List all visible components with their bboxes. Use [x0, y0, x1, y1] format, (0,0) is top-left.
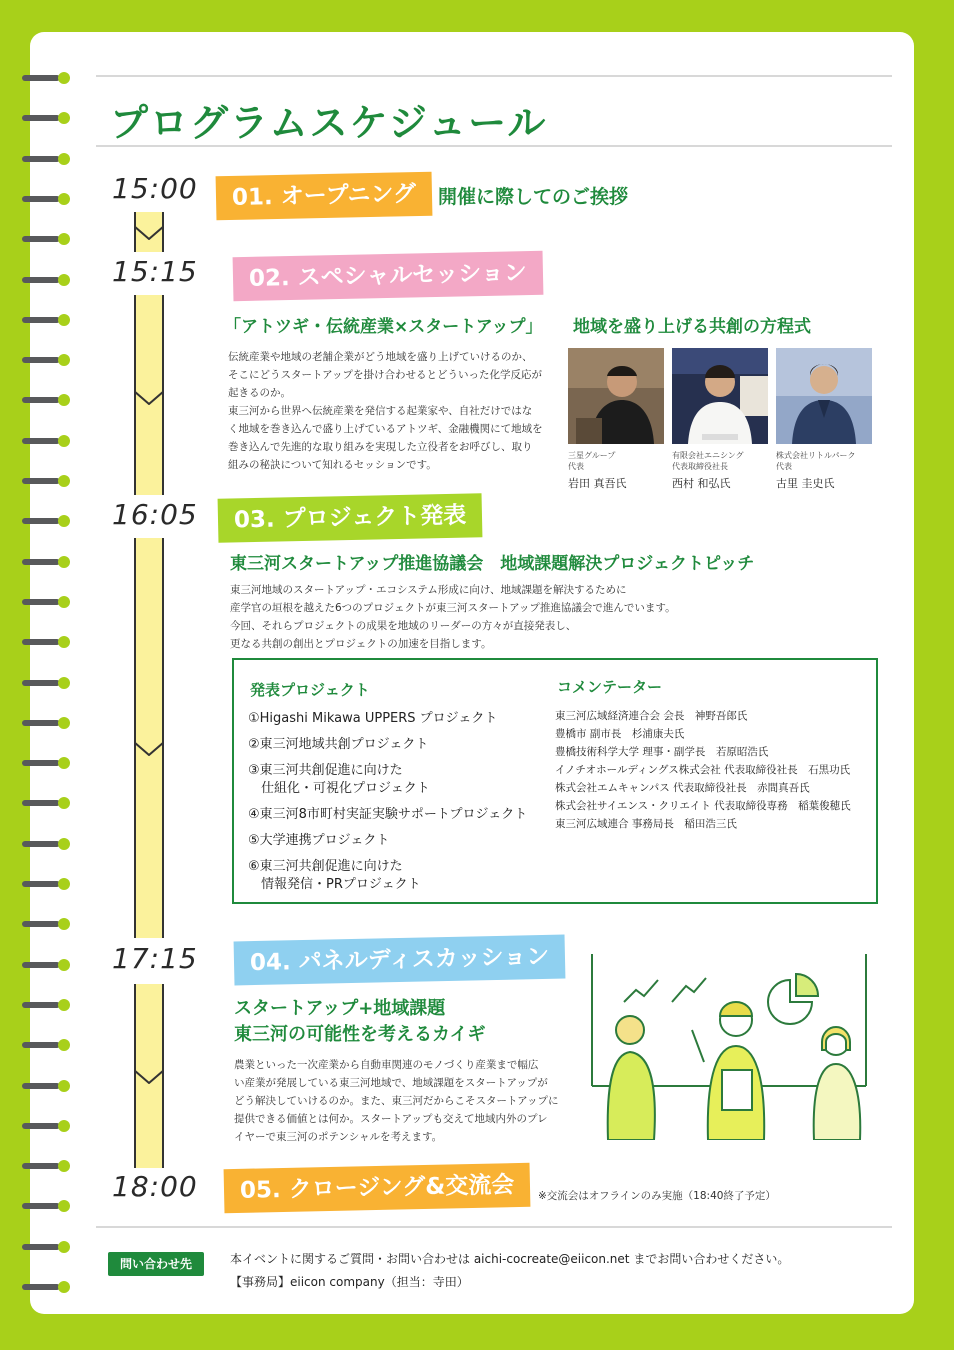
section-03-body: 東三河地域のスタートアップ・エコシステム形成に向け、地域課題を解決するために 産学官の垣根を越えた6つのプロジェクトが東三河スタートアップ推進協議会で進んでいます。 今回、それらプロジェクトの成果を地域のリーダーの方々が直接発表し、 更なる共創の創出とプロジェクトの加速を目指します。	[230, 584, 676, 650]
timeline-bar-4	[134, 984, 164, 1168]
time-1800: 18:00	[112, 1170, 198, 1203]
speaker-photo-1	[568, 348, 664, 444]
binding-ring	[22, 475, 70, 487]
binding-ring	[22, 153, 70, 165]
speaker-3-name: 古里 圭史氏	[776, 477, 835, 490]
binding-ring	[22, 959, 70, 971]
binding-ring	[22, 757, 70, 769]
binding-ring	[22, 797, 70, 809]
page-title: プログラムスケジュール	[110, 101, 548, 145]
time-1500: 15:00	[112, 172, 198, 205]
contact-line-1: 本イベントに関するご質問・お問い合わせは aichi-cocreate@eiicon.net までお問い合わせください。	[230, 1252, 790, 1266]
binding-ring	[22, 515, 70, 527]
section-02-subtitle-b: 地域を盛り上げる共創の方程式	[573, 317, 811, 337]
binding-ring	[22, 1039, 70, 1051]
projects-heading: 発表プロジェクト	[250, 681, 370, 699]
binding-ring	[22, 636, 70, 648]
contact-badge: 問い合わせ先	[108, 1252, 204, 1276]
speaker-3-caption: 株式会社リトルパーク 代表	[776, 451, 856, 471]
binding-ring	[22, 838, 70, 850]
binding-ring	[22, 878, 70, 890]
binding-ring	[22, 1241, 70, 1253]
binding-ring	[22, 193, 70, 205]
section-03-subtitle: 東三河スタートアップ推進協議会 地域課題解決プロジェクトピッチ	[230, 554, 755, 574]
project-item: ①Higashi Mikawa UPPERS プロジェクト	[248, 711, 498, 726]
project-item: ⑤大学連携プロジェクト	[248, 833, 390, 848]
speaker-photo-3	[776, 348, 872, 444]
binding-ring	[22, 394, 70, 406]
timeline-bar-3	[134, 538, 164, 938]
commentator-list: 東三河広域経済連合会 会長 神野吾郎氏 豊橋市 副市長 杉浦康夫氏 豊橋技術科学大学 理事・副学長 若原昭浩氏 イノチオホールディングス株式会社 代表取締役社長 石黒功氏 株式会社エムキャンパス 代表取締役社長 赤間真吾氏 株式会社サイエンス・クリエイト 代表取締役専務 稲葉俊穂氏 東三河広域連合 事務局長 稲田浩三氏	[555, 710, 851, 830]
binding-ring	[22, 717, 70, 729]
binding-ring	[22, 1200, 70, 1212]
timeline-bar-2	[134, 295, 164, 495]
section-04-subtitle-1: スタートアップ+地域課題	[234, 998, 446, 1019]
speaker-1-caption: 三星グループ 代表	[568, 451, 616, 471]
section-04-subtitle-2: 東三河の可能性を考えるカイギ	[234, 1024, 486, 1045]
section-02-body: 伝統産業や地域の老舗企業がどう地域を盛り上げていけるのか、 そこにどうスタートアップを掛け合わせるとどういった化学反応が 起きるのか。 東三河から世界へ伝統産業を発信する起業家や、自社だけではな く地域を巻き込んで盛り上げているアトツギ、金融機関にて地域を 巻き込んで先進的な取り組みを実現した立役者をお呼びし、取り 組みの秘訣について知れるセッションです。	[228, 351, 543, 471]
speaker-photo-2	[672, 348, 768, 444]
binding-ring	[22, 596, 70, 608]
project-item: ②東三河地域共創プロジェクト	[248, 737, 429, 752]
binding-ring	[22, 314, 70, 326]
binding-ring	[22, 1160, 70, 1172]
chevron-down-icon	[134, 226, 164, 240]
section-04-tag: 04. パネルディスカッション	[234, 935, 566, 986]
chevron-down-icon	[134, 1070, 164, 1084]
project-item: ④東三河8市町村実証実験サポートプロジェクト	[248, 807, 528, 822]
project-list	[248, 710, 527, 902]
contact-line-2: 【事務局】eiicon company（担当：寺田）	[230, 1275, 469, 1289]
project-item: ⑥東三河共創促進に向けた 情報発信・PRプロジェクト	[248, 859, 421, 892]
speaker-1-name: 岩田 真吾氏	[568, 477, 627, 490]
binding-ring	[22, 112, 70, 124]
top-rule	[96, 75, 892, 77]
binding-ring	[22, 435, 70, 447]
section-04-body: 農業といった一次産業から自動車関連のモノづくり産業まで幅広 い産業が発展している東三河地域で、地域課題をスタートアップが どう解決していけるのか。また、東三河だからこそスタートアップに 提供できる価値とは何か。スタートアップも交えて地域内外のプレ イヤーで東三河のポテンシャルを考えます。	[234, 1059, 559, 1143]
binding-ring	[22, 72, 70, 84]
section-01-desc: 開催に際してのご挨拶	[438, 186, 629, 208]
binding-ring	[22, 233, 70, 245]
time-1715: 17:15	[112, 942, 198, 975]
binding-ring	[22, 999, 70, 1011]
section-05-note: ※交流会はオフラインのみ実施（18:40終了予定）	[538, 1190, 776, 1202]
binding-ring	[22, 918, 70, 930]
binding-ring	[22, 1080, 70, 1092]
project-item: ③東三河共創促進に向けた 仕組化・可視化プロジェクト	[248, 763, 430, 796]
section-02-tag: 02. スペシャルセッション	[233, 251, 544, 301]
binding-ring	[22, 354, 70, 366]
chevron-down-icon	[134, 742, 164, 756]
footer-rule	[96, 1226, 892, 1228]
section-05-tag: 05. クロージング&交流会	[224, 1163, 531, 1213]
speaker-2-caption: 有限会社エニシング 代表取締役社長	[672, 451, 744, 471]
section-01-tag: 01. オープニング	[216, 172, 433, 221]
timeline-bar-1	[134, 212, 164, 252]
binding-ring	[22, 677, 70, 689]
binding-ring	[22, 556, 70, 568]
time-1515: 15:15	[112, 255, 198, 288]
section-02-subtitle-a: 「アトツギ・伝統産業×スタートアップ」	[224, 317, 543, 337]
commentators-heading: コメンテーター	[557, 678, 663, 696]
chevron-down-icon	[134, 391, 164, 405]
section-03-tag: 03. プロジェクト発表	[218, 493, 483, 543]
binding-ring	[22, 1120, 70, 1132]
binding-ring	[22, 274, 70, 286]
speaker-2-name: 西村 和弘氏	[672, 477, 731, 490]
binding-ring	[22, 1281, 70, 1293]
time-1605: 16:05	[112, 498, 198, 531]
discussion-illustration	[584, 950, 874, 1140]
